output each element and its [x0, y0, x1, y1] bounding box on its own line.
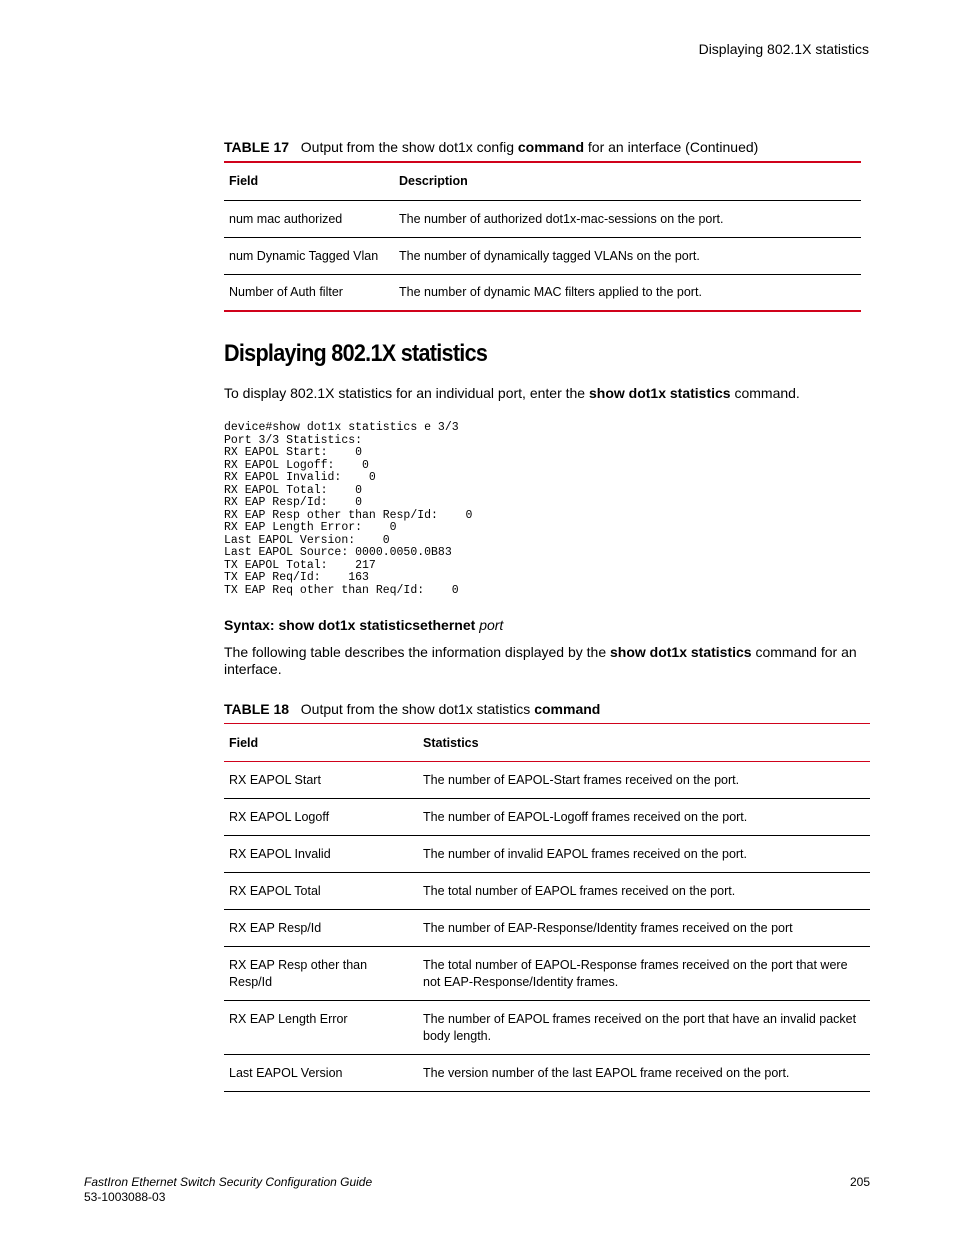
table18-cell-field: RX EAP Resp/Id — [229, 921, 322, 935]
desc-post: command for an interface. — [224, 644, 857, 677]
syntax-command: Syntax: show dot1x statisticsethernet — [224, 617, 480, 633]
intro-command: show dot1x statistics — [588, 385, 731, 401]
syntax-parameter: port — [479, 617, 504, 633]
intro-paragraph — [224, 385, 864, 402]
table18-cell-field: RX EAP Length Error — [229, 1012, 348, 1026]
table-row — [224, 1055, 870, 1092]
table-row — [224, 237, 861, 274]
table17 — [224, 161, 861, 312]
section-heading: Displaying 802.1X statistics — [224, 340, 488, 367]
table17-caption-post: for an interface (Continued) — [584, 139, 759, 155]
running-header: Displaying 802.1X statistics — [698, 41, 869, 57]
table18-cell-field: RX EAPOL Total — [229, 884, 321, 898]
desc-pre: The following table describes the information displayed by the — [224, 644, 610, 660]
table-row — [224, 836, 870, 873]
table18-cell-statistics: The number of EAPOL-Logoff frames received on the port. — [423, 810, 748, 824]
intro-pre: To display 802.1X statistics for an individual port, enter the — [224, 385, 589, 401]
footer-doc-number: 53-1003088-03 — [84, 1190, 166, 1204]
table-row — [224, 799, 870, 836]
table18-cell-statistics: The total number of EAPOL frames received on the port. — [423, 884, 736, 898]
table18-cell-statistics: The number of EAP-Response/Identity frames received on the port — [423, 921, 793, 935]
table17-label: TABLE 17 — [224, 139, 290, 155]
table17-caption-bold: command — [517, 139, 585, 155]
table18-header-field: Field — [229, 735, 259, 750]
table-row — [224, 947, 870, 1001]
table18-cell-statistics: The total number of EAPOL-Response frames received on the port that were not EAP-Response/Identity frames. — [423, 958, 848, 989]
table18-cell-statistics: The number of EAPOL frames received on the port that have an invalid packet body length. — [423, 1012, 857, 1043]
table17-caption — [224, 139, 758, 155]
table18-header-statistics: Statistics — [423, 735, 479, 750]
table18-header-row — [224, 724, 870, 762]
table17-header-description: Description — [399, 174, 468, 189]
table17-cell-field: num mac authorized — [229, 211, 343, 226]
table18-caption-pre: Output from the show dot1x statistics — [300, 701, 535, 717]
table18-cell-field: RX EAPOL Invalid — [229, 847, 331, 861]
table17-cell-field: num Dynamic Tagged Vlan — [229, 248, 379, 263]
table18-cell-field: RX EAP Resp other than Resp/Id — [229, 958, 368, 989]
footer-left — [84, 1175, 372, 1205]
table18-cell-statistics: The number of invalid EAPOL frames received on the port. — [423, 847, 748, 861]
table-row — [224, 910, 870, 947]
table-row — [224, 873, 870, 910]
table17-cell-field: Number of Auth filter — [229, 285, 343, 300]
table18-caption — [224, 701, 600, 717]
table18 — [224, 723, 870, 1092]
page-number: 205 — [849, 1175, 870, 1189]
table17-cell-description: The number of dynamically tagged VLANs on the port. — [399, 248, 700, 263]
desc-command: show dot1x statistics — [610, 644, 752, 660]
table-row — [224, 762, 870, 799]
table18-cell-field: RX EAPOL Start — [229, 773, 321, 787]
table18-cell-statistics: The version number of the last EAPOL frame received on the port. — [423, 1066, 790, 1080]
footer-title: FastIron Ethernet Switch Security Configuration Guide — [84, 1175, 373, 1189]
table18-cell-field: RX EAPOL Logoff — [229, 810, 330, 824]
table-row — [224, 1001, 870, 1055]
table17-cell-description: The number of authorized dot1x-mac-sessions on the port. — [399, 211, 724, 226]
table17-caption-pre: Output from the show dot1x config — [300, 139, 518, 155]
table18-label: TABLE 18 — [224, 701, 290, 717]
table-row — [224, 200, 861, 237]
table-row — [224, 274, 861, 311]
table17-header-field: Field — [229, 174, 259, 189]
table17-cell-description: The number of dynamic MAC filters applied to the port. — [399, 285, 702, 300]
cli-output-example: device#show dot1x statistics e 3/3 Port 3/3 Statistics: RX EAPOL Start: 0 RX EAPOL Logoff: 0 RX EAPOL Invalid: 0 RX EAPOL Total: 0 RX EAP Resp/Id: 0 RX EAP Resp other than Resp/Id: 0 RX EAP Length Error: 0 Last EAPOL Version: 0 Last EAPOL Source: 0000.0050.0B83 TX EAPOL Total: 217 TX EAP Req/Id: 163 TX EAP Req other than Req/Id: 0 — [224, 421, 473, 597]
table18-cell-field: Last EAPOL Version — [229, 1066, 343, 1080]
table18-cell-statistics: The number of EAPOL-Start frames received on the port. — [423, 773, 740, 787]
table-description-paragraph — [224, 644, 869, 678]
syntax-line — [224, 617, 503, 634]
table17-header-row — [224, 162, 861, 200]
table18-caption-bold: command — [534, 701, 601, 717]
intro-post: command. — [730, 385, 800, 401]
